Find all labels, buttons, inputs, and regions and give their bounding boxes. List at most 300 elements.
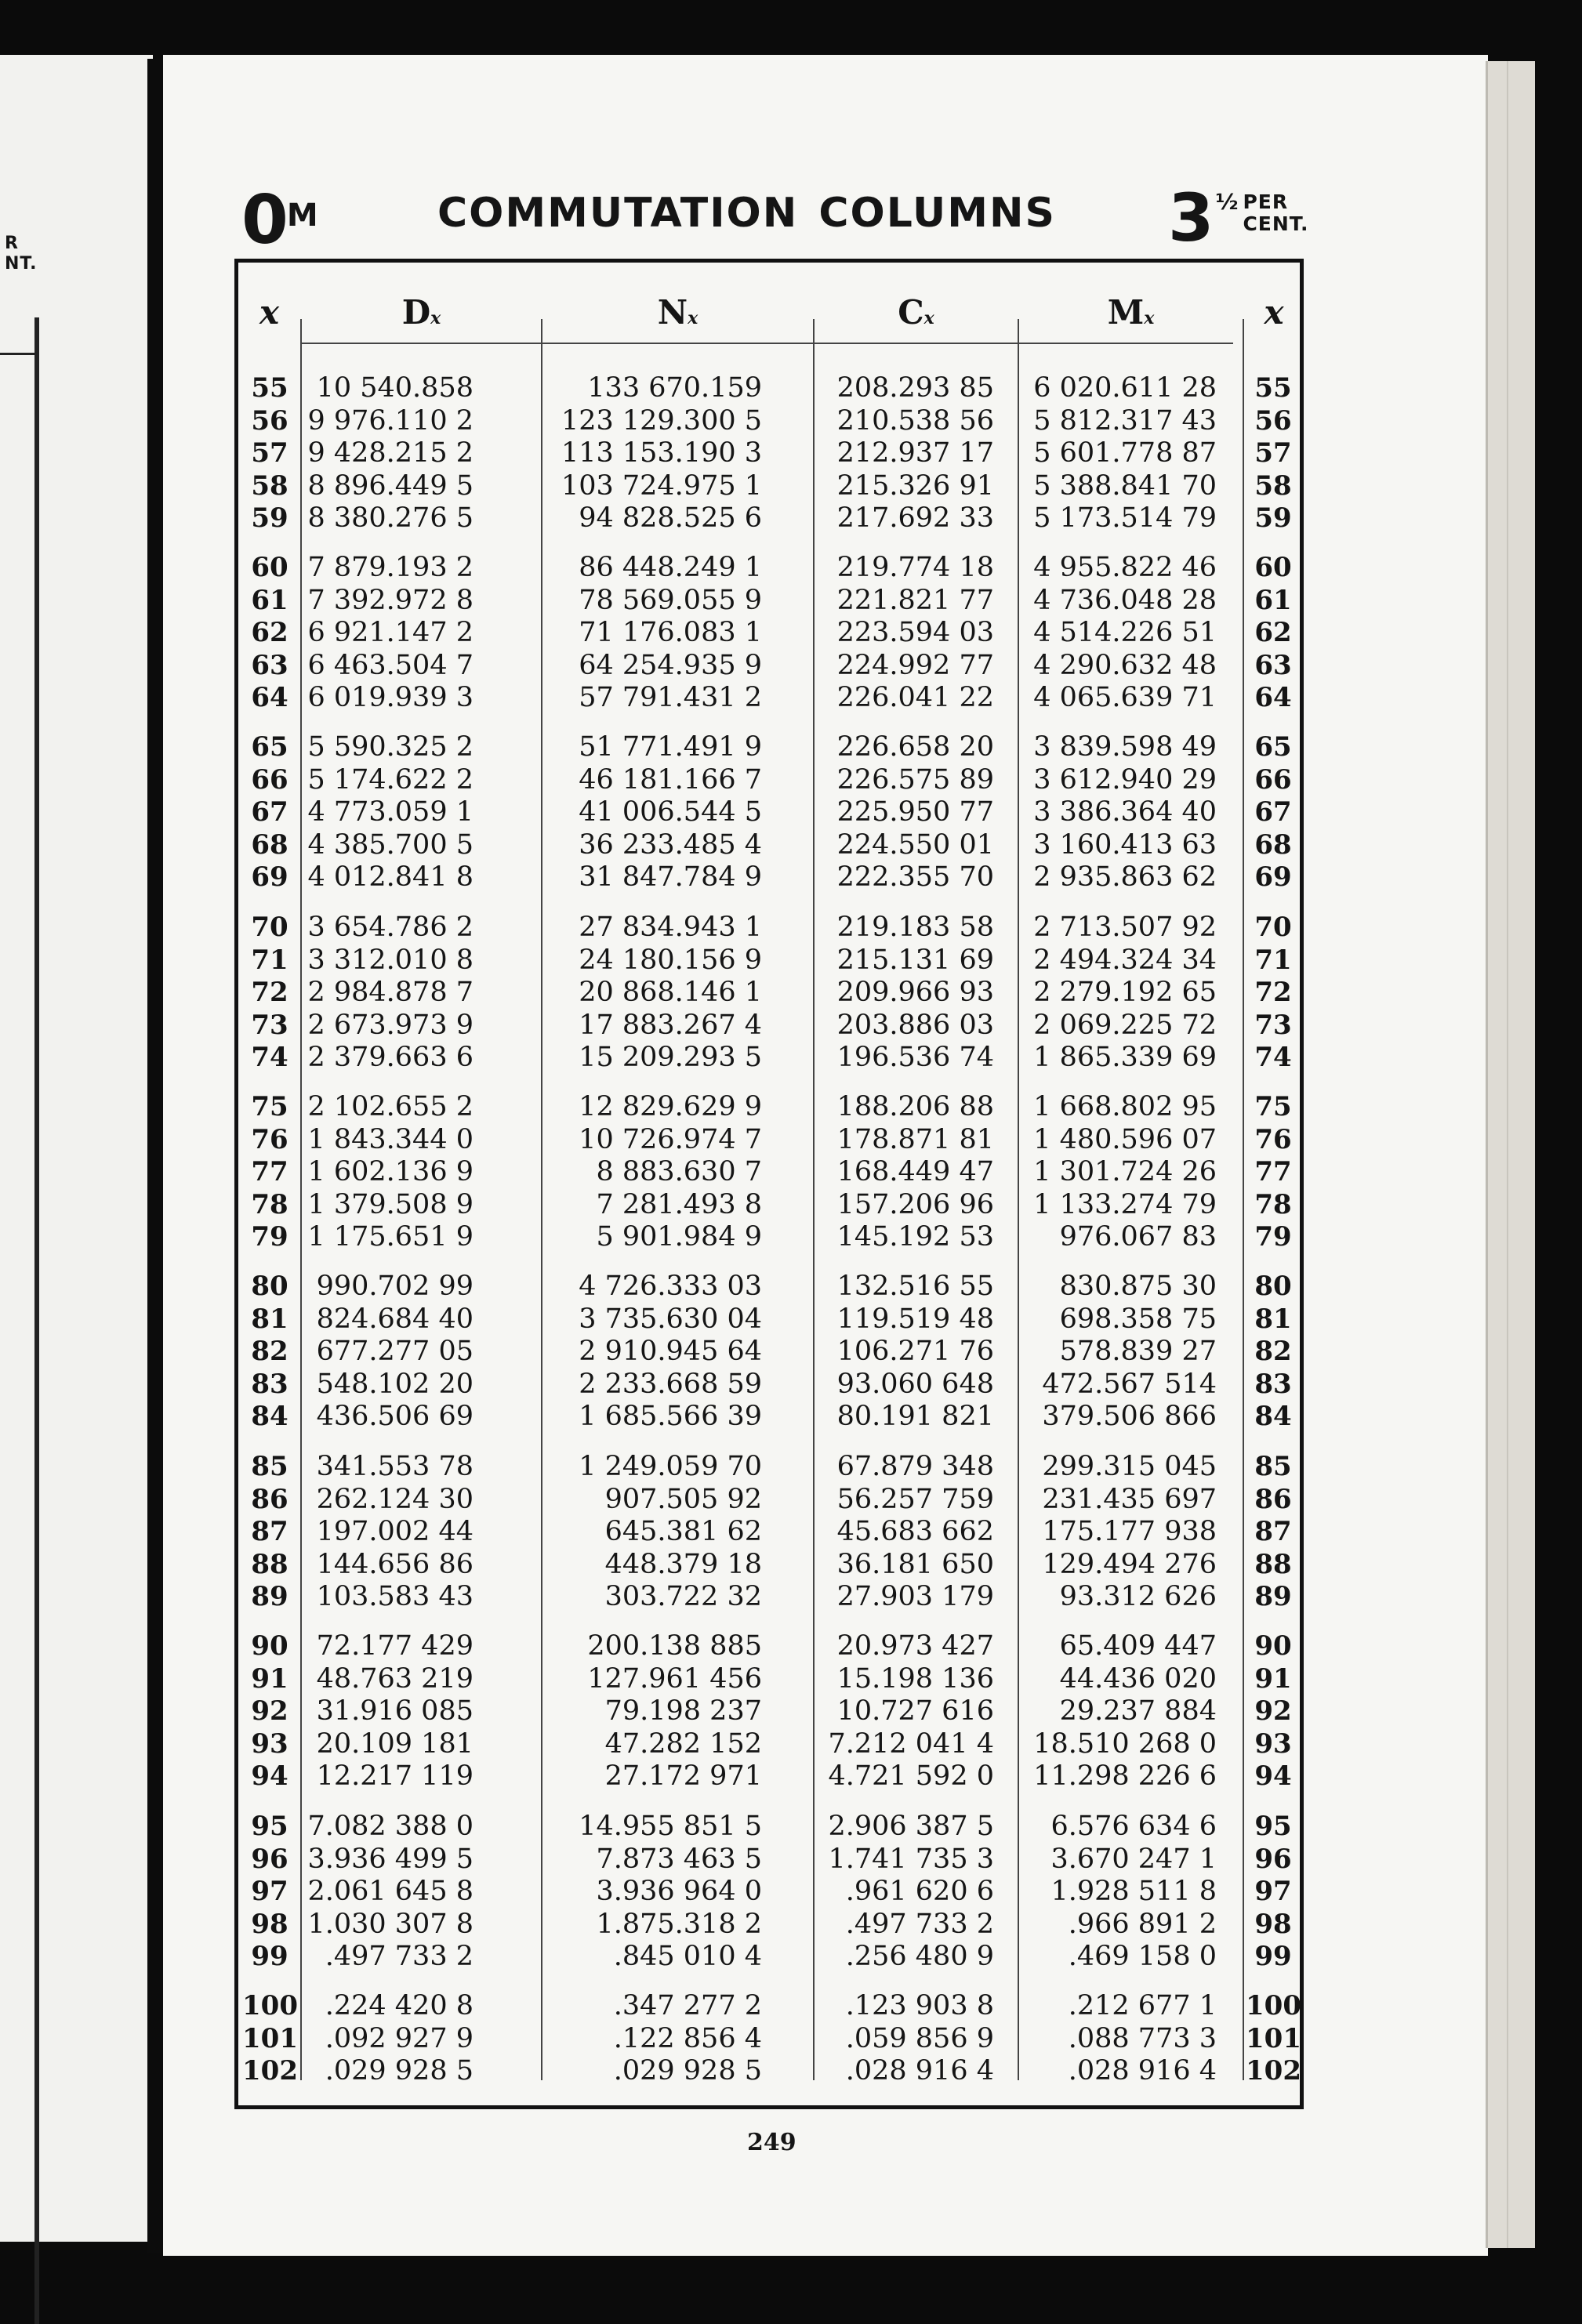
cell-M: 4 290.632 48 xyxy=(1033,649,1217,681)
cell-D: 2 984.878 7 xyxy=(307,977,474,1008)
row-age-left: 80 xyxy=(251,1271,288,1302)
row-age-right: 89 xyxy=(1254,1581,1292,1612)
column-subscript: x xyxy=(1144,308,1155,328)
cell-C: 7.212 041 4 xyxy=(828,1728,994,1760)
row-age-right: 67 xyxy=(1254,796,1292,828)
row-age-left: 76 xyxy=(251,1123,288,1155)
column-header-N xyxy=(542,294,813,337)
cell-M: 1.928 511 8 xyxy=(1050,1876,1217,1907)
cell-C: .961 620 6 xyxy=(845,1876,994,1907)
cell-M: 129.494 276 xyxy=(1042,1548,1217,1580)
cell-C: 56.257 759 xyxy=(836,1483,994,1515)
cell-M: 4 955.822 46 xyxy=(1033,552,1217,583)
column-divider xyxy=(813,319,815,2080)
commutation-table xyxy=(234,259,1304,2109)
column-subscript: x xyxy=(430,308,441,328)
cell-D: 4 385.700 5 xyxy=(307,828,474,861)
cell-M: 2 713.507 92 xyxy=(1033,912,1217,943)
cell-D: 341.553 78 xyxy=(316,1451,474,1482)
cell-C: 157.206 96 xyxy=(836,1188,994,1220)
row-age-left: 73 xyxy=(251,1009,288,1041)
cell-N: 133 670.159 xyxy=(587,372,762,404)
row-age-left: 81 xyxy=(251,1303,288,1335)
row-age-right: 60 xyxy=(1254,552,1292,583)
cell-M: 4 514.226 51 xyxy=(1033,617,1217,648)
column-header-x-left xyxy=(238,294,300,332)
cell-N: .122 856 4 xyxy=(613,2022,762,2054)
cell-M: .028 916 4 xyxy=(1068,2055,1217,2087)
cell-C: 215.131 69 xyxy=(836,944,994,976)
column-header-M xyxy=(1019,294,1243,337)
cell-N: 27 834.943 1 xyxy=(579,912,762,943)
cell-D: 197.002 44 xyxy=(316,1516,474,1547)
cell-C: 178.871 81 xyxy=(836,1123,994,1155)
row-age-right: 73 xyxy=(1254,1009,1292,1041)
cell-N: 645.381 62 xyxy=(604,1516,762,1547)
row-age-left: 71 xyxy=(251,944,288,976)
cell-N: 12 829.629 9 xyxy=(579,1091,762,1122)
rate-fraction: ½ xyxy=(1215,189,1239,215)
book-page xyxy=(163,55,1488,2256)
cell-C: .123 903 8 xyxy=(845,1990,994,2021)
row-age-right: 59 xyxy=(1254,502,1292,534)
cell-N: 3.936 964 0 xyxy=(596,1876,762,1907)
cell-N: 57 791.431 2 xyxy=(579,682,762,713)
cell-M: .966 891 2 xyxy=(1068,1908,1217,1940)
row-age-right: 61 xyxy=(1254,584,1292,616)
row-age-right: 100 xyxy=(1246,1990,1301,2021)
cell-C: 224.992 77 xyxy=(836,649,994,681)
column-symbol: x xyxy=(1264,293,1284,332)
facing-page-rule xyxy=(0,353,35,355)
cell-C: 80.191 821 xyxy=(836,1401,994,1432)
rate-unit-cent: CENT. xyxy=(1243,212,1309,235)
row-age-right: 88 xyxy=(1254,1548,1292,1580)
cell-D: 1.030 307 8 xyxy=(307,1908,474,1940)
row-age-left: 90 xyxy=(251,1630,288,1662)
cell-M: 65.409 447 xyxy=(1059,1630,1217,1662)
page-title: COMMUTATION COLUMNS xyxy=(437,190,1056,237)
row-age-left: 57 xyxy=(251,437,288,469)
cell-D: 103.583 43 xyxy=(316,1581,474,1612)
row-age-left: 78 xyxy=(251,1188,288,1220)
row-age-left: 97 xyxy=(251,1876,288,1907)
rate-whole: 3 xyxy=(1168,179,1214,256)
cell-D: 677.277 05 xyxy=(316,1336,474,1367)
table-code xyxy=(241,181,318,259)
row-age-right: 75 xyxy=(1254,1091,1292,1122)
row-age-left: 95 xyxy=(251,1811,288,1842)
row-age-right: 101 xyxy=(1246,2022,1301,2054)
row-age-left: 96 xyxy=(251,1843,288,1875)
row-age-right: 102 xyxy=(1246,2055,1301,2087)
cell-N: 127.961 456 xyxy=(587,1662,762,1695)
column-divider xyxy=(1243,319,1244,2080)
cell-M: 830.875 30 xyxy=(1059,1271,1217,1302)
cell-M: 976.067 83 xyxy=(1059,1221,1217,1253)
cell-D: 48.763 219 xyxy=(316,1662,474,1695)
cell-D: 5 590.325 2 xyxy=(307,731,474,763)
row-age-left: 94 xyxy=(251,1760,288,1792)
row-age-left: 75 xyxy=(251,1091,288,1122)
row-age-right: 86 xyxy=(1254,1483,1292,1515)
cell-N: 51 771.491 9 xyxy=(579,731,762,763)
cell-M: 6.576 634 6 xyxy=(1050,1811,1217,1842)
cell-M: 175.177 938 xyxy=(1042,1516,1217,1547)
cell-D: 6 463.504 7 xyxy=(307,649,474,681)
column-subscript: x xyxy=(688,308,698,328)
cell-M: 1 301.724 26 xyxy=(1033,1156,1217,1187)
cell-N: 79.198 237 xyxy=(604,1695,762,1727)
cell-M: 5 173.514 79 xyxy=(1033,502,1217,534)
cell-C: 93.060 648 xyxy=(836,1368,994,1400)
cell-N: 2 233.668 59 xyxy=(579,1368,762,1400)
cell-N: .029 928 5 xyxy=(613,2055,762,2087)
cell-M: 698.358 75 xyxy=(1059,1303,1217,1335)
column-header-C xyxy=(815,294,1018,337)
cell-D: 436.506 69 xyxy=(316,1401,474,1432)
row-age-left: 86 xyxy=(251,1483,288,1515)
cell-M: 1 668.802 95 xyxy=(1033,1091,1217,1122)
cell-N: 15 209.293 5 xyxy=(579,1042,762,1073)
row-age-left: 56 xyxy=(251,404,288,437)
cell-C: 15.198 136 xyxy=(836,1662,994,1695)
cell-N: 64 254.935 9 xyxy=(579,649,762,681)
cell-N: 123 129.300 5 xyxy=(561,404,762,437)
cell-D: 7.082 388 0 xyxy=(307,1811,474,1842)
cell-D: 72.177 429 xyxy=(316,1630,474,1662)
cell-M: .088 773 3 xyxy=(1068,2022,1217,2054)
cell-C: 222.355 70 xyxy=(836,861,994,893)
cell-N: 303.722 32 xyxy=(604,1581,762,1612)
row-age-right: 56 xyxy=(1254,404,1292,437)
cell-C: .059 856 9 xyxy=(845,2022,994,2054)
row-age-right: 98 xyxy=(1254,1908,1292,1940)
cell-C: 219.183 58 xyxy=(836,912,994,943)
cell-C: 20.973 427 xyxy=(836,1630,994,1662)
row-age-right: 82 xyxy=(1254,1336,1292,1367)
row-age-left: 99 xyxy=(251,1941,288,1972)
row-age-left: 77 xyxy=(251,1156,288,1187)
cell-N: 200.138 885 xyxy=(587,1630,762,1662)
cell-C: 226.658 20 xyxy=(836,731,994,763)
row-age-right: 99 xyxy=(1254,1941,1292,1972)
cell-N: 3 735.630 04 xyxy=(579,1303,762,1335)
row-age-right: 72 xyxy=(1254,977,1292,1008)
row-age-right: 96 xyxy=(1254,1843,1292,1875)
cell-C: 226.575 89 xyxy=(836,763,994,796)
cell-D: 824.684 40 xyxy=(316,1303,474,1335)
row-age-left: 101 xyxy=(242,2022,298,2054)
row-age-left: 67 xyxy=(251,796,288,828)
column-symbol: D xyxy=(401,293,431,332)
cell-C: 223.594 03 xyxy=(836,617,994,648)
cell-D: 262.124 30 xyxy=(316,1483,474,1515)
cell-N: 5 901.984 9 xyxy=(596,1221,762,1253)
row-age-left: 64 xyxy=(251,682,288,713)
cell-M: 2 494.324 34 xyxy=(1033,944,1217,976)
row-age-left: 93 xyxy=(251,1728,288,1760)
cell-N: 103 724.975 1 xyxy=(561,470,762,502)
cell-D: 3 312.010 8 xyxy=(307,944,474,976)
row-age-right: 80 xyxy=(1254,1271,1292,1302)
row-age-right: 87 xyxy=(1254,1516,1292,1547)
cell-D: 7 392.972 8 xyxy=(307,584,474,616)
rate-unit xyxy=(1243,191,1308,235)
cell-N: 31 847.784 9 xyxy=(579,861,762,893)
column-divider xyxy=(1018,319,1019,2080)
cell-N: 1.875.318 2 xyxy=(596,1908,762,1940)
cell-D: 12.217 119 xyxy=(316,1760,474,1792)
cell-C: 208.293 85 xyxy=(836,372,994,404)
facing-header-line1: R xyxy=(5,234,19,253)
row-age-left: 89 xyxy=(251,1581,288,1612)
cell-D: 2 102.655 2 xyxy=(307,1091,474,1122)
cell-N: .347 277 2 xyxy=(613,1990,762,2021)
cell-M: 4 065.639 71 xyxy=(1033,682,1217,713)
row-age-right: 57 xyxy=(1254,437,1292,469)
cell-M: 2 935.863 62 xyxy=(1033,861,1217,893)
row-age-right: 55 xyxy=(1254,372,1292,404)
cell-C: 224.550 01 xyxy=(836,828,994,861)
cell-C: 188.206 88 xyxy=(836,1091,994,1122)
cell-D: 10 540.858 xyxy=(316,372,474,404)
column-symbol: N xyxy=(657,293,688,332)
cell-N: 17 883.267 4 xyxy=(579,1009,762,1041)
row-age-right: 84 xyxy=(1254,1401,1292,1432)
cell-D: .029 928 5 xyxy=(325,2055,474,2087)
row-age-right: 77 xyxy=(1254,1156,1292,1187)
cell-N: 14.955 851 5 xyxy=(579,1811,762,1842)
row-age-left: 79 xyxy=(251,1221,288,1253)
interest-rate xyxy=(1168,179,1309,256)
column-divider xyxy=(541,319,542,2080)
cell-M: 578.839 27 xyxy=(1059,1336,1217,1367)
row-age-left: 59 xyxy=(251,502,288,534)
cell-M: .212 677 1 xyxy=(1068,1990,1217,2021)
row-age-left: 55 xyxy=(251,372,288,404)
row-age-right: 64 xyxy=(1254,682,1292,713)
row-age-left: 66 xyxy=(251,763,288,796)
cell-N: 7.873 463 5 xyxy=(596,1843,762,1875)
row-age-right: 91 xyxy=(1254,1662,1292,1695)
column-subscript: x xyxy=(923,308,934,328)
cell-M: 2 069.225 72 xyxy=(1033,1009,1217,1041)
book-gutter xyxy=(147,59,163,2253)
cell-C: 217.692 33 xyxy=(836,502,994,534)
row-age-right: 95 xyxy=(1254,1811,1292,1842)
cell-M: 299.315 045 xyxy=(1042,1451,1217,1482)
cell-D: 9 428.215 2 xyxy=(307,437,474,469)
row-age-right: 83 xyxy=(1254,1368,1292,1400)
row-age-right: 93 xyxy=(1254,1728,1292,1760)
cell-M: 2 279.192 65 xyxy=(1033,977,1217,1008)
cell-C: 196.536 74 xyxy=(836,1042,994,1073)
cell-D: 6 019.939 3 xyxy=(307,682,474,713)
cell-C: 27.903 179 xyxy=(836,1581,994,1612)
cell-N: 448.379 18 xyxy=(604,1548,762,1580)
table-code-letter: 0 xyxy=(241,181,287,259)
cell-D: 1 175.651 9 xyxy=(307,1221,474,1253)
row-age-right: 71 xyxy=(1254,944,1292,976)
cell-M: 29.237 884 xyxy=(1059,1695,1217,1727)
row-age-right: 63 xyxy=(1254,649,1292,681)
cell-N: 2 910.945 64 xyxy=(579,1336,762,1367)
cell-M: 1 480.596 07 xyxy=(1033,1123,1217,1155)
cell-D: 2.061 645 8 xyxy=(307,1876,474,1907)
cell-N: .845 010 4 xyxy=(613,1941,762,1972)
row-age-left: 82 xyxy=(251,1336,288,1367)
row-age-left: 85 xyxy=(251,1451,288,1482)
cell-D: 4 012.841 8 xyxy=(307,861,474,893)
row-age-left: 83 xyxy=(251,1368,288,1400)
cell-D: 20.109 181 xyxy=(316,1728,474,1760)
page-edge xyxy=(1486,61,1535,2248)
row-age-left: 61 xyxy=(251,584,288,616)
cell-C: 145.192 53 xyxy=(836,1221,994,1253)
row-age-right: 94 xyxy=(1254,1760,1292,1792)
row-age-left: 102 xyxy=(242,2055,298,2087)
cell-N: 1 685.566 39 xyxy=(579,1401,762,1432)
row-age-left: 69 xyxy=(251,861,288,893)
cell-M: 93.312 626 xyxy=(1059,1581,1217,1612)
header-rule xyxy=(300,343,1233,344)
cell-M: 5 812.317 43 xyxy=(1033,404,1217,437)
cell-C: 36.181 650 xyxy=(836,1548,994,1580)
cell-N: 94 828.525 6 xyxy=(579,502,762,534)
row-age-left: 72 xyxy=(251,977,288,1008)
cell-D: 1 843.344 0 xyxy=(307,1123,474,1155)
cell-C: 210.538 56 xyxy=(836,404,994,437)
cell-N: 7 281.493 8 xyxy=(596,1188,762,1220)
cell-C: 67.879 348 xyxy=(836,1451,994,1482)
cell-D: 4 773.059 1 xyxy=(307,796,474,828)
cell-D: 2 673.973 9 xyxy=(307,1009,474,1041)
cell-M: 3 612.940 29 xyxy=(1033,763,1217,796)
row-age-right: 90 xyxy=(1254,1630,1292,1662)
row-age-left: 91 xyxy=(251,1662,288,1695)
facing-page-frame xyxy=(34,317,39,2324)
cell-N: 47.282 152 xyxy=(604,1728,762,1760)
row-age-left: 84 xyxy=(251,1401,288,1432)
cell-N: 71 176.083 1 xyxy=(579,617,762,648)
cell-M: 1 133.274 79 xyxy=(1033,1188,1217,1220)
row-age-right: 58 xyxy=(1254,470,1292,502)
row-age-left: 58 xyxy=(251,470,288,502)
cell-D: 5 174.622 2 xyxy=(307,763,474,796)
cell-D: 990.702 99 xyxy=(316,1271,474,1302)
cell-N: 24 180.156 9 xyxy=(579,944,762,976)
cell-N: 20 868.146 1 xyxy=(579,977,762,1008)
row-age-right: 85 xyxy=(1254,1451,1292,1482)
cell-N: 27.172 971 xyxy=(604,1760,762,1792)
cell-C: 119.519 48 xyxy=(836,1303,994,1335)
row-age-left: 68 xyxy=(251,828,288,861)
row-age-left: 98 xyxy=(251,1908,288,1940)
cell-C: 215.326 91 xyxy=(836,470,994,502)
cell-M: 472.567 514 xyxy=(1042,1368,1217,1400)
cell-M: 3 839.598 49 xyxy=(1033,731,1217,763)
cell-C: 45.683 662 xyxy=(836,1516,994,1547)
cell-M: 5 388.841 70 xyxy=(1033,470,1217,502)
cell-N: 36 233.485 4 xyxy=(579,828,762,861)
cell-D: 6 921.147 2 xyxy=(307,617,474,648)
row-age-right: 81 xyxy=(1254,1303,1292,1335)
cell-D: 2 379.663 6 xyxy=(307,1042,474,1073)
cell-M: 6 020.611 28 xyxy=(1033,372,1217,404)
row-age-right: 68 xyxy=(1254,828,1292,861)
cell-M: .469 158 0 xyxy=(1068,1941,1217,1972)
column-header-D xyxy=(302,294,541,337)
row-age-left: 65 xyxy=(251,731,288,763)
cell-C: 219.774 18 xyxy=(836,552,994,583)
cell-M: 3 160.413 63 xyxy=(1033,828,1217,861)
row-age-right: 66 xyxy=(1254,763,1292,796)
cell-D: 8 380.276 5 xyxy=(307,502,474,534)
cell-C: 225.950 77 xyxy=(836,796,994,828)
row-age-right: 76 xyxy=(1254,1123,1292,1155)
cell-N: 907.505 92 xyxy=(604,1483,762,1515)
cell-M: 379.506 866 xyxy=(1042,1401,1217,1432)
facing-page-header xyxy=(5,234,37,274)
cell-D: 1 379.508 9 xyxy=(307,1188,474,1220)
cell-C: 209.966 93 xyxy=(836,977,994,1008)
cell-C: .028 916 4 xyxy=(845,2055,994,2087)
cell-M: 44.436 020 xyxy=(1059,1662,1217,1695)
cell-D: 1 602.136 9 xyxy=(307,1156,474,1187)
cell-D: .092 927 9 xyxy=(325,2022,474,2054)
cell-N: 1 249.059 70 xyxy=(579,1451,762,1482)
cell-D: 8 896.449 5 xyxy=(307,470,474,502)
cell-D: 3 654.786 2 xyxy=(307,912,474,943)
cell-M: 1 865.339 69 xyxy=(1033,1042,1217,1073)
row-age-right: 69 xyxy=(1254,861,1292,893)
column-divider xyxy=(300,319,302,2080)
cell-C: 132.516 55 xyxy=(836,1271,994,1302)
row-age-left: 88 xyxy=(251,1548,288,1580)
cell-M: 4 736.048 28 xyxy=(1033,584,1217,616)
cell-C: 10.727 616 xyxy=(836,1695,994,1727)
cell-C: 226.041 22 xyxy=(836,682,994,713)
row-age-right: 62 xyxy=(1254,617,1292,648)
cell-D: .497 733 2 xyxy=(325,1941,474,1972)
row-age-right: 97 xyxy=(1254,1876,1292,1907)
row-age-right: 78 xyxy=(1254,1188,1292,1220)
cell-D: 7 879.193 2 xyxy=(307,552,474,583)
row-age-right: 79 xyxy=(1254,1221,1292,1253)
cell-M: 5 601.778 87 xyxy=(1033,437,1217,469)
row-age-left: 60 xyxy=(251,552,288,583)
cell-N: 86 448.249 1 xyxy=(579,552,762,583)
row-age-left: 63 xyxy=(251,649,288,681)
rate-unit-per: PER xyxy=(1243,190,1289,213)
column-symbol: x xyxy=(259,293,280,332)
cell-D: 3.936 499 5 xyxy=(307,1843,474,1875)
cell-M: 3.670 247 1 xyxy=(1050,1843,1217,1875)
row-age-right: 74 xyxy=(1254,1042,1292,1073)
cell-N: 41 006.544 5 xyxy=(579,796,762,828)
row-age-right: 92 xyxy=(1254,1695,1292,1727)
cell-D: 31.916 085 xyxy=(316,1695,474,1727)
cell-C: 212.937 17 xyxy=(836,437,994,469)
cell-C: 168.449 47 xyxy=(836,1156,994,1187)
row-age-right: 70 xyxy=(1254,912,1292,943)
cell-N: 4 726.333 03 xyxy=(579,1271,762,1302)
cell-N: 46 181.166 7 xyxy=(579,763,762,796)
cell-M: 18.510 268 0 xyxy=(1033,1728,1217,1760)
cell-C: 2.906 387 5 xyxy=(828,1811,994,1842)
cell-D: .224 420 8 xyxy=(325,1990,474,2021)
